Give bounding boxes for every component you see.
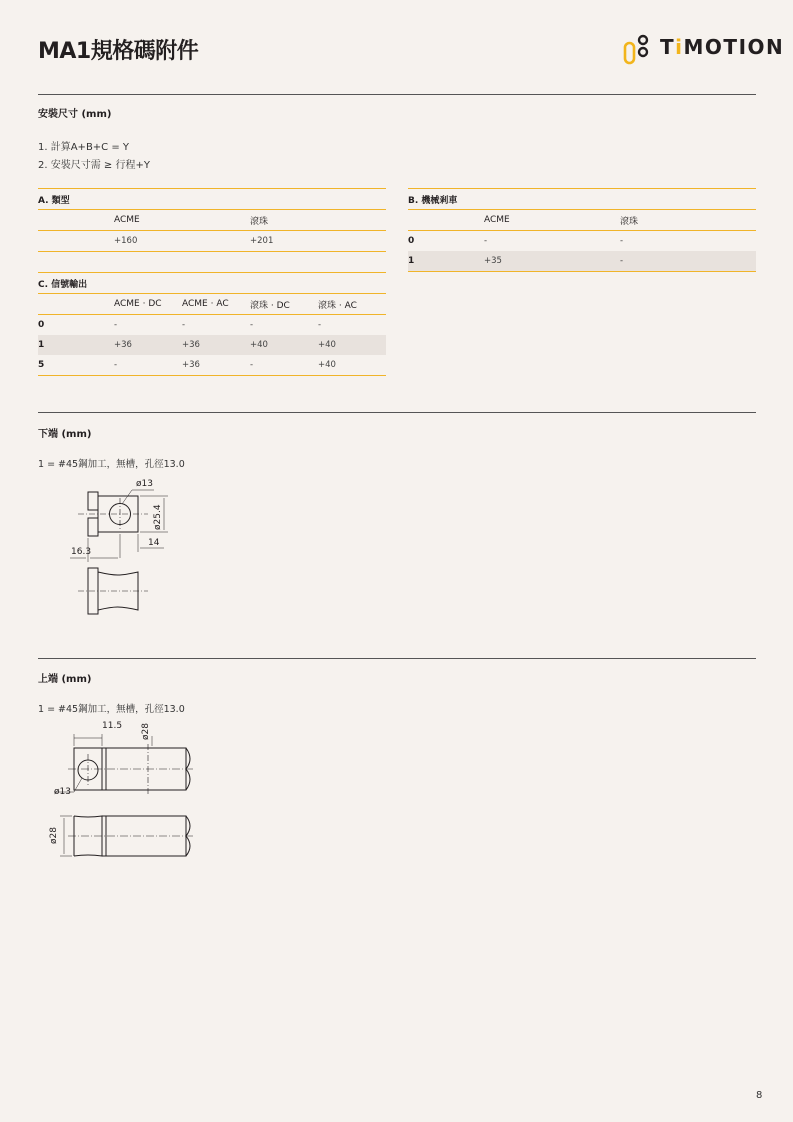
top-end-title: 上端 (mm): [38, 674, 92, 685]
table-a-header-acme: ACME: [114, 210, 250, 231]
bottom-dim-hole: ø13: [136, 479, 153, 489]
table-b: [408, 188, 756, 272]
table-b-header-ball: 滾珠: [620, 210, 756, 231]
section-divider: [38, 658, 756, 659]
logo-mark-icon: [622, 32, 658, 66]
top-dim-offset: 11.5: [102, 721, 123, 731]
top-end-drawing: [44, 716, 204, 866]
brand-prefix: T: [660, 35, 676, 59]
table-b-header-acme: ACME: [484, 210, 620, 231]
top-dim-hole: ø13: [54, 787, 71, 797]
install-title: 安裝尺寸 (mm): [38, 109, 112, 120]
install-note-2: 2. 安裝尺寸需 ≥ 行程+Y: [38, 160, 150, 171]
page-number: 8: [756, 1090, 763, 1101]
table-c-header: ACME · AC: [182, 294, 250, 315]
table-c-header: 滾珠 · AC: [318, 294, 386, 315]
table-c-header: ACME · DC: [114, 294, 182, 315]
table-c-title: C. 信號輸出: [38, 273, 386, 294]
table-row: 5 - +36 - +40: [38, 355, 386, 376]
table-b-title: B. 機械剎車: [408, 189, 756, 210]
table-a-header-ball: 滾珠: [250, 210, 386, 231]
page-title: MA1規格碼附件: [38, 39, 199, 64]
bottom-end-title: 下端 (mm): [38, 429, 92, 440]
brand-wordmark: [660, 35, 784, 59]
table-c: [38, 272, 386, 376]
brand-logo: [622, 32, 785, 66]
section-divider: [38, 412, 756, 413]
table-row: 1 +35 -: [408, 251, 756, 272]
top-end-desc: 1 = #45鋼加工，無槽，孔徑13.0: [38, 704, 185, 715]
table-row: 1 +36 +36 +40 +40: [38, 335, 386, 355]
bottom-dim-offset: 16.3: [71, 547, 92, 557]
section-divider: [38, 94, 756, 95]
table-row: 0 - -: [408, 236, 624, 246]
brand-suffix: MOTION: [683, 35, 785, 59]
table-a-value-acme: +160: [114, 231, 250, 252]
bottom-end-drawing: [60, 472, 190, 622]
table-a-title: A. 類型: [38, 189, 386, 210]
table-c-header: 滾珠 · DC: [250, 294, 318, 315]
top-dim-dia-side: ø28: [49, 827, 59, 844]
top-dim-dia-top: ø28: [141, 723, 151, 740]
bottom-dim-height: ø25.4: [153, 504, 163, 530]
brand-i: i: [675, 35, 684, 59]
table-a-value-ball: +201: [250, 231, 386, 252]
table-row: 0 - - - -: [38, 320, 322, 330]
bottom-dim-width: 14: [148, 538, 160, 548]
install-note-1: 1. 計算A+B+C = Y: [38, 142, 130, 153]
bottom-end-desc: 1 = #45鋼加工，無槽，孔徑13.0: [38, 459, 185, 470]
table-a: [38, 188, 386, 252]
